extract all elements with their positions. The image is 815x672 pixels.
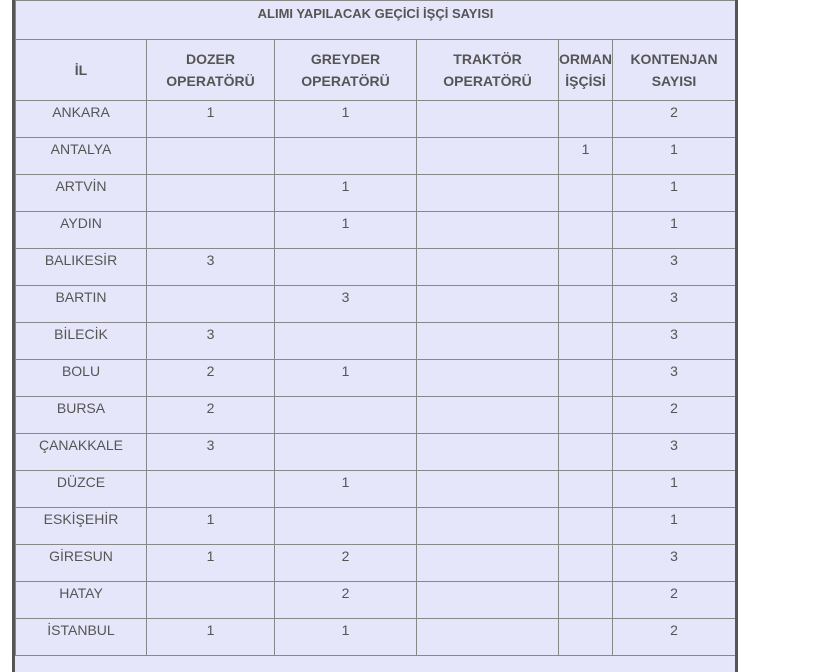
quota-cell: 2 — [613, 101, 736, 138]
tractor-cell — [417, 212, 559, 249]
table-row — [16, 175, 736, 212]
header-grader-line1: GREYDER — [310, 51, 381, 67]
forest-worker-cell: 1 — [559, 138, 613, 175]
dozer-cell — [147, 582, 275, 619]
table-title: ALIMI YAPILACAK GEÇİCİ İŞÇİ SAYISI — [16, 1, 736, 40]
dozer-cell: 3 — [147, 323, 275, 360]
header-forest-worker — [559, 40, 613, 101]
forest-worker-cell — [559, 212, 613, 249]
province-cell: GİRESUN — [16, 545, 147, 582]
quota-cell: 1 — [613, 138, 736, 175]
tractor-cell — [417, 545, 559, 582]
quota-cell: 1 — [613, 471, 736, 508]
tractor-cell — [417, 323, 559, 360]
table-row — [16, 397, 736, 434]
tractor-cell — [417, 101, 559, 138]
header-grader-operator — [275, 40, 417, 101]
forest-worker-cell — [559, 582, 613, 619]
quota-cell: 2 — [613, 619, 736, 656]
header-quota-count — [613, 40, 736, 101]
tractor-cell — [417, 508, 559, 545]
forest-worker-cell — [559, 508, 613, 545]
table-row — [16, 138, 736, 175]
province-cell: ESKİŞEHİR — [16, 508, 147, 545]
dozer-cell: 3 — [147, 434, 275, 471]
forest-worker-cell — [559, 397, 613, 434]
header-dozer-operator — [147, 40, 275, 101]
quota-cell: 3 — [613, 545, 736, 582]
forest-worker-cell — [559, 545, 613, 582]
forest-worker-cell — [559, 101, 613, 138]
dozer-cell: 1 — [147, 508, 275, 545]
tractor-cell — [417, 249, 559, 286]
header-quota-line2: SAYISI — [651, 73, 697, 89]
header-tractor-line1: TRAKTÖR — [453, 51, 522, 67]
forest-worker-cell — [559, 434, 613, 471]
quota-cell: 2 — [613, 397, 736, 434]
grader-cell — [275, 249, 417, 286]
province-cell: BARTIN — [16, 286, 147, 323]
quota-cell: 3 — [613, 286, 736, 323]
header-dozer-line2: OPERATÖRÜ — [166, 73, 255, 89]
grader-cell: 3 — [275, 286, 417, 323]
worker-quota-table — [15, 0, 736, 656]
grader-cell: 1 — [275, 360, 417, 397]
forest-worker-cell — [559, 360, 613, 397]
table-row — [16, 101, 736, 138]
grader-cell — [275, 434, 417, 471]
grader-cell: 1 — [275, 471, 417, 508]
province-cell: AYDIN — [16, 212, 147, 249]
province-cell: BİLECİK — [16, 323, 147, 360]
grader-cell: 1 — [275, 212, 417, 249]
quota-cell: 3 — [613, 434, 736, 471]
header-forest-line2: İŞÇİSİ — [565, 73, 606, 89]
forest-worker-cell — [559, 323, 613, 360]
tractor-cell — [417, 434, 559, 471]
dozer-cell: 3 — [147, 249, 275, 286]
forest-worker-cell — [559, 471, 613, 508]
quota-cell: 1 — [613, 508, 736, 545]
quota-cell: 3 — [613, 249, 736, 286]
dozer-cell: 1 — [147, 545, 275, 582]
quota-cell: 3 — [613, 323, 736, 360]
table-row — [16, 212, 736, 249]
grader-cell: 2 — [275, 545, 417, 582]
header-grader-line2: OPERATÖRÜ — [301, 73, 390, 89]
dozer-cell — [147, 286, 275, 323]
province-cell: İSTANBUL — [16, 619, 147, 656]
tractor-cell — [417, 360, 559, 397]
dozer-cell: 1 — [147, 619, 275, 656]
header-province-label: İL — [74, 62, 88, 78]
table-row — [16, 434, 736, 471]
grader-cell — [275, 508, 417, 545]
header-row — [16, 40, 736, 101]
header-dozer-line1: DOZER — [186, 51, 235, 67]
quota-cell: 3 — [613, 360, 736, 397]
tractor-cell — [417, 286, 559, 323]
grader-cell — [275, 397, 417, 434]
dozer-cell — [147, 471, 275, 508]
header-tractor-line2: OPERATÖRÜ — [443, 73, 532, 89]
table-body — [16, 101, 736, 656]
grader-cell — [275, 138, 417, 175]
province-cell: BALIKESİR — [16, 249, 147, 286]
tractor-cell — [417, 582, 559, 619]
dozer-cell: 2 — [147, 360, 275, 397]
dozer-cell: 2 — [147, 397, 275, 434]
province-cell: ÇANAKKALE — [16, 434, 147, 471]
forest-worker-cell — [559, 175, 613, 212]
province-cell: HATAY — [16, 582, 147, 619]
quota-cell: 2 — [613, 582, 736, 619]
tractor-cell — [417, 397, 559, 434]
grader-cell — [275, 323, 417, 360]
table-row — [16, 619, 736, 656]
dozer-cell: 1 — [147, 101, 275, 138]
header-forest-line1: ORMAN — [559, 51, 612, 67]
province-cell: BURSA — [16, 397, 147, 434]
forest-worker-cell — [559, 619, 613, 656]
forest-worker-cell — [559, 249, 613, 286]
table-frame — [12, 0, 738, 672]
table-row — [16, 249, 736, 286]
quota-cell: 1 — [613, 212, 736, 249]
table-row — [16, 471, 736, 508]
dozer-cell — [147, 175, 275, 212]
grader-cell: 1 — [275, 619, 417, 656]
grader-cell: 1 — [275, 101, 417, 138]
table-row — [16, 323, 736, 360]
table-row — [16, 582, 736, 619]
header-tractor-operator — [417, 40, 559, 101]
province-cell: ANTALYA — [16, 138, 147, 175]
tractor-cell — [417, 619, 559, 656]
table-row — [16, 545, 736, 582]
dozer-cell — [147, 138, 275, 175]
province-cell: ARTVİN — [16, 175, 147, 212]
header-province — [16, 40, 147, 101]
header-quota-line1: KONTENJAN — [630, 51, 718, 67]
province-cell: BOLU — [16, 360, 147, 397]
grader-cell: 2 — [275, 582, 417, 619]
table-row — [16, 360, 736, 397]
tractor-cell — [417, 138, 559, 175]
grader-cell: 1 — [275, 175, 417, 212]
quota-cell: 1 — [613, 175, 736, 212]
dozer-cell — [147, 212, 275, 249]
tractor-cell — [417, 471, 559, 508]
province-cell: DÜZCE — [16, 471, 147, 508]
province-cell: ANKARA — [16, 101, 147, 138]
forest-worker-cell — [559, 286, 613, 323]
table-row — [16, 508, 736, 545]
table-row — [16, 286, 736, 323]
tractor-cell — [417, 175, 559, 212]
